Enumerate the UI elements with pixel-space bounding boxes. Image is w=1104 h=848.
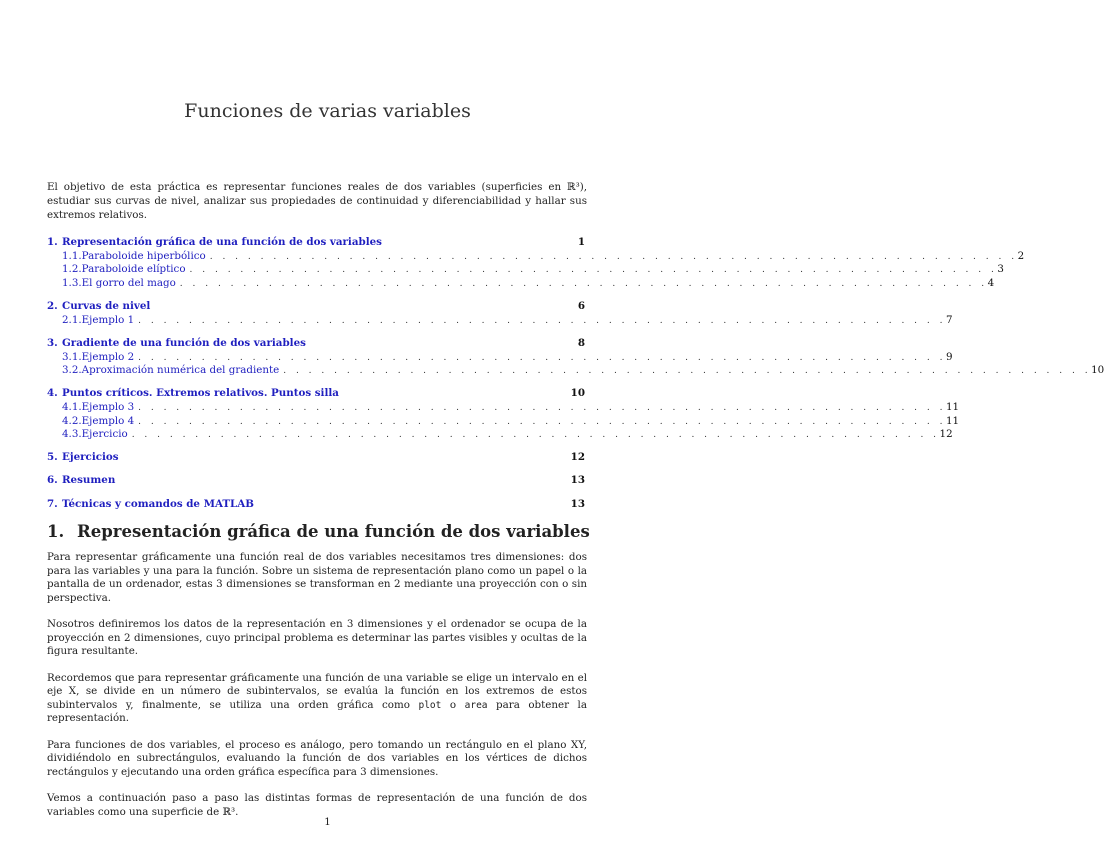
toc-section-number: 6. [47, 474, 58, 487]
toc-subsection-label: El gorro del mago [81, 276, 176, 289]
paragraph: Para representar gráficamente una función real de dos variables necesitamos tres dimensiones: dos para las variables y una para la función. Sobre un sistema de representación plano como un papel o la pantalla de un ordenador, estas 3 dimensiones se transforman en 2 mediante una proyección con o sin perspectiva. [47, 551, 587, 604]
toc-page-number: 12 [570, 450, 585, 463]
toc-section-label: Puntos críticos. Extremos relativos. Puntos silla [62, 387, 339, 400]
toc-section-label: Ejercicios [62, 450, 119, 463]
toc-section-4[interactable] [47, 387, 585, 401]
abstract: El objetivo de esta práctica es representar funciones reales de dos variables (superficies en ℝ³), estudiar sus curvas de nivel, analizar sus propiedades de continuidad y diferenciabilidad y hallar sus extremos relativos. [47, 181, 587, 221]
toc-page-number: 12 [939, 427, 953, 440]
paragraph: Nosotros definiremos los datos de la representación en 3 dimensiones y el ordenador se ocupa de la proyección en 2 dimensiones, cuyo principal problema es determinar las partes visibles y ocultas de la figura resultante. [47, 618, 587, 657]
toc-section-label: Curvas de nivel [62, 299, 151, 312]
toc-page-number: 8 [577, 336, 585, 349]
toc-section-number: 7. [47, 498, 58, 511]
table-of-contents [47, 236, 1104, 512]
toc-subsection-number: 2.1. [62, 313, 82, 326]
toc-leader-dots: . . . . . . . . . . . . . . . . . . . . . . . . . . . . . . . . . . . . . . . . . . . . . . . . . . . . . . . . . . . . . . . . [138, 403, 946, 414]
toc-subsection-3-2[interactable] [47, 364, 1104, 377]
paragraph-text: para obtener la representación. [47, 698, 587, 724]
paragraph: Vemos a continuación paso a paso las distintas formas de representación de una función de dos variables como una superficie de ℝ³. [47, 792, 587, 818]
document-title: Funciones de varias variables [184, 100, 471, 122]
toc-subsection-number: 1.2. [62, 263, 82, 276]
toc-section-2[interactable] [47, 300, 585, 314]
code-plot: plot [418, 699, 442, 711]
toc-subsection-number: 4.3. [62, 427, 82, 440]
toc-page-number: 13 [570, 498, 585, 511]
toc-page-number: 3 [997, 263, 1004, 276]
toc-section-7[interactable] [47, 498, 585, 512]
toc-page-number: 10 [1091, 364, 1104, 377]
toc-subsection-3-1[interactable] [47, 350, 953, 364]
toc-subsection-label: Ejemplo 1 [81, 313, 135, 326]
toc-subsection-label: Ejemplo 2 [81, 350, 135, 363]
paragraph-text: o [441, 698, 465, 711]
toc-leader-dots: . . . . . . . . . . . . . . . . . . . . . . . . . . . . . . . . . . . . . . . . . . . . . . . . . . . . . . . . . . . . . . . . [283, 366, 1092, 377]
code-area: area [464, 699, 488, 711]
toc-section-label: Resumen [62, 474, 116, 487]
toc-leader-dots: . . . . . . . . . . . . . . . . . . . . . . . . . . . . . . . . . . . . . . . . . . . . . . . . . . . . . . . . . . . . . . . . [138, 416, 946, 427]
toc-subsection-number: 1.3. [62, 276, 82, 289]
toc-section-3[interactable] [47, 337, 585, 351]
toc-subsection-1-2[interactable] [47, 263, 1004, 276]
toc-page-number: 7 [945, 313, 953, 326]
toc-subsection-label: Aproximación numérica del gradiente [81, 364, 280, 377]
toc-subsection-label: Ejemplo 3 [81, 401, 135, 414]
toc-page-number: 9 [945, 350, 953, 363]
toc-page-number: 4 [987, 276, 995, 289]
paragraph: Para funciones de dos variables, el proceso es análogo, pero tomando un rectángulo en el plano XY, dividiéndolo en subrectángulos, evaluando la función de dos variables en los vértices de dichos rectángulos y ejecutando una orden gráfica específica para 3 dimensiones. [47, 738, 587, 778]
toc-section-number: 1. [47, 236, 58, 248]
toc-subsection-1-3[interactable] [47, 276, 995, 290]
toc-subsection-number: 3.1. [62, 350, 82, 363]
toc-section-label: Gradiente de una función de dos variables [62, 336, 306, 349]
toc-page-number: 2 [1017, 250, 1025, 262]
section-title: Representación gráfica de una función de dos variables [77, 522, 590, 541]
toc-leader-dots: . . . . . . . . . . . . . . . . . . . . . . . . . . . . . . . . . . . . . . . . . . . . . . . . . . . . . . . . . . . . . . . . [209, 252, 1018, 262]
toc-subsection-label: Ejemplo 4 [81, 414, 135, 427]
toc-leader-dots: . . . . . . . . . . . . . . . . . . . . . . . . . . . . . . . . . . . . . . . . . . . . . . . . . . . . . . . . . . . . . . . . [179, 278, 988, 289]
toc-section-1[interactable] [47, 236, 585, 250]
toc-subsection-label: Ejercicio [81, 427, 128, 440]
paragraph [47, 672, 587, 726]
toc-leader-dots: . . . . . . . . . . . . . . . . . . . . . . . . . . . . . . . . . . . . . . . . . . . . . . . . . . . . . . . . . . . . . . . . [189, 265, 998, 276]
toc-section-5[interactable] [47, 451, 585, 465]
toc-subsection-number: 4.2. [62, 414, 82, 427]
toc-leader-dots: . . . . . . . . . . . . . . . . . . . . . . . . . . . . . . . . . . . . . . . . . . . . . . . . . . . . . . . . . . . . . . . . [138, 352, 946, 363]
section-number: 1. [47, 522, 65, 541]
toc-subsection-1-1[interactable] [47, 250, 1025, 263]
toc-leader-dots: . . . . . . . . . . . . . . . . . . . . . . . . . . . . . . . . . . . . . . . . . . . . . . . . . . . . . . . . . . . . . . . . [138, 315, 946, 326]
toc-subsection-4-2[interactable] [47, 414, 960, 428]
page-number: 1 [324, 816, 331, 828]
toc-leader-dots: . . . . . . . . . . . . . . . . . . . . . . . . . . . . . . . . . . . . . . . . . . . . . . . . . . . . . . . . . . . . . . . . [131, 429, 940, 440]
toc-page-number: 10 [570, 387, 585, 400]
toc-page-number: 1 [577, 236, 585, 248]
toc-subsection-number: 1.1. [62, 250, 82, 262]
section-1-heading [47, 522, 590, 541]
toc-section-number: 4. [47, 387, 58, 400]
toc-section-label: Técnicas y comandos de MATLAB [62, 498, 254, 511]
toc-subsection-4-1[interactable] [47, 401, 960, 414]
section-1-body [47, 551, 587, 832]
toc-page-number: 11 [945, 401, 960, 414]
toc-page-number: 6 [577, 299, 585, 312]
toc-page-number: 11 [945, 414, 960, 427]
toc-subsection-4-3[interactable] [47, 427, 953, 441]
toc-page-number: 13 [570, 474, 585, 487]
toc-subsection-number: 4.1. [62, 401, 82, 414]
toc-section-number: 2. [47, 299, 58, 312]
toc-subsection-label: Paraboloide hiperbólico [81, 250, 206, 262]
toc-section-number: 3. [47, 336, 58, 349]
paragraph-text: Recordemos que para representar gráficamente una función de una variable se elige un intervalo en el eje X, se divide en un número de subintervalos, se evalúa la función en los extremos de estos subintervalos y, finalmente, se utiliza una orden gráfica como [47, 671, 587, 711]
toc-subsection-2-1[interactable] [47, 313, 953, 327]
toc-section-number: 5. [47, 450, 58, 463]
toc-section-label: Representación gráfica de una función de dos variables [62, 236, 382, 248]
toc-section-6[interactable] [47, 474, 585, 488]
toc-subsection-number: 3.2. [62, 364, 82, 377]
toc-subsection-label: Paraboloide elíptico [81, 263, 186, 276]
